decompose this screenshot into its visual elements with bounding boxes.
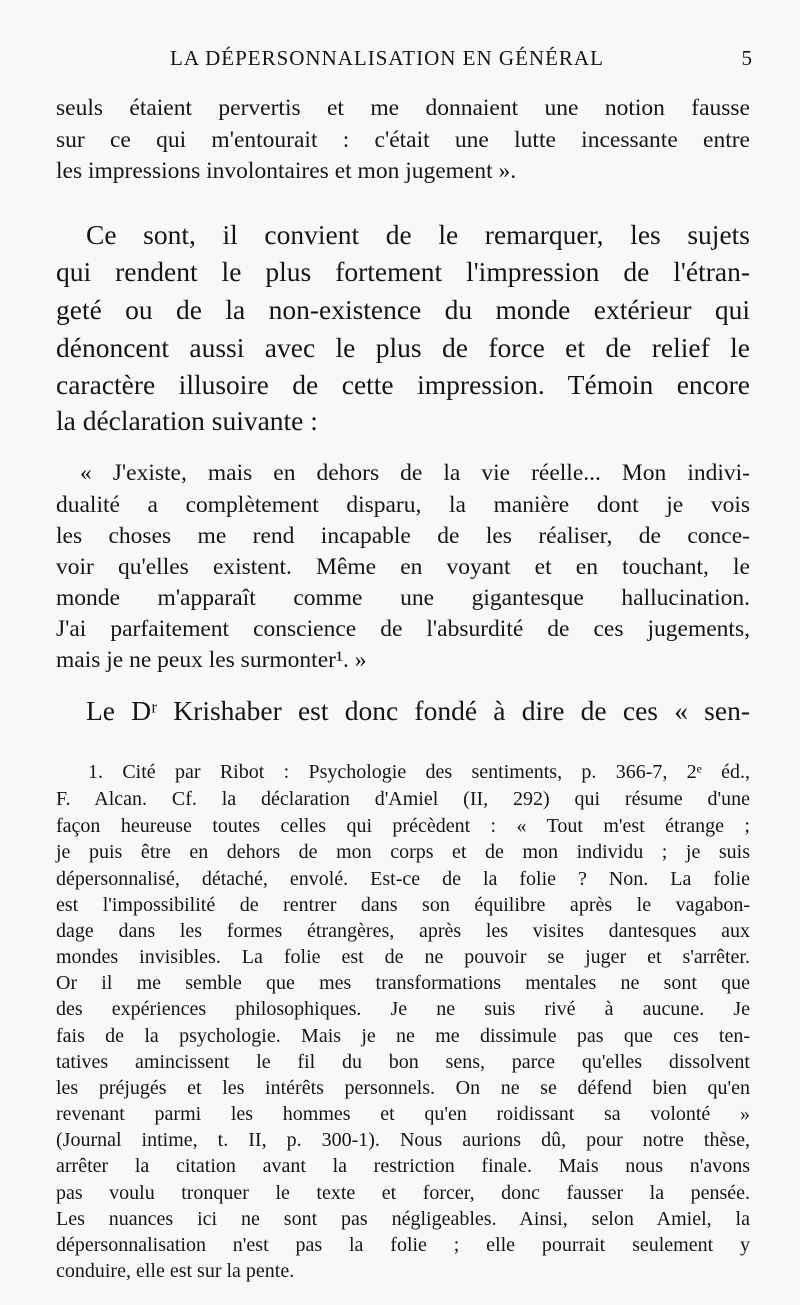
footnote-line: dage dans les formes étrangères, après les visites dantesques aux (56, 920, 750, 942)
text-line: dénoncent aussi avec le plus de force et de relief le (56, 332, 750, 363)
text-line: Ce sont, il convient de le remarquer, les sujets (86, 219, 750, 250)
page-number: 5 (741, 46, 752, 70)
text-line: J'ai parfaitement conscience de l'absurdité de ces jugements, (56, 616, 750, 642)
footnote-line: Or il me semble que mes transformations mentales ne sont que (56, 972, 750, 994)
footnote-line: des expériences philosophiques. Je ne suis rivé à aucune. Je (56, 998, 750, 1020)
text-line: les choses me rend incapable de les réaliser, de conce- (56, 523, 750, 549)
footnote-line: fais de la psychologie. Mais je ne me dissimule pas que ces ten- (56, 1025, 750, 1047)
footnote-line: dépersonnalisé, détaché, envolé. Est-ce de la folie ? Non. La folie (56, 868, 750, 890)
text-line: Le Dʳ Krishaber est donc fondé à dire de ces « sen- (86, 695, 750, 726)
footnote-line: façon heureuse toutes celles qui précèdent : « Tout m'est étrange ; (56, 815, 750, 837)
footnote-line: tatives amincissent le fil du bon sens, parce qu'elles dissolvent (56, 1051, 750, 1073)
text-line: dualité a complètement disparu, la manière dont je vois (56, 492, 750, 518)
footnote-line: les préjugés et les intérêts personnels. On ne se défend bien qu'en (56, 1077, 750, 1099)
running-head (60, 46, 752, 76)
footnote-line: (Journal intime, t. II, p. 300-1). Nous aurions dû, pour notre thèse, (56, 1129, 750, 1151)
footnote-line: Les nuances ici ne sont pas négligeables. Ainsi, selon Amiel, la (56, 1208, 750, 1230)
text-line: seuls étaient pervertis et me donnaient une notion fausse (56, 95, 750, 121)
text-line: geté ou de la non-existence du monde extérieur qui (56, 294, 750, 325)
text-line: qui rendent le plus fortement l'impression de l'étran- (56, 256, 750, 287)
text-line: les impressions involontaires et mon jugement ». (56, 158, 517, 184)
footnote-line: arrêter la citation avant la restriction finale. Mais nous n'avons (56, 1155, 750, 1177)
footnote-line: conduire, elle est sur la pente. (56, 1260, 295, 1282)
text-line: mais je ne peux les surmonter¹. » (56, 647, 367, 673)
text-line: caractère illusoire de cette impression. Témoin encore (56, 369, 750, 400)
text-line: monde m'apparaît comme une gigantesque hallucination. (56, 585, 750, 611)
running-title: LA DÉPERSONNALISATION EN GÉNÉRAL (170, 46, 604, 70)
footnote-line: je puis être en dehors de mon corps et de mon individu ; je suis (56, 841, 750, 863)
footnote-line: revenant parmi les hommes et qu'en roidissant sa volonté » (56, 1103, 750, 1125)
footnote-line: pas voulu tronquer le texte et forcer, donc fausser la pensée. (56, 1182, 750, 1204)
text-line: voir qu'elles existent. Même en voyant et en touchant, le (56, 554, 750, 580)
text-line: « J'existe, mais en dehors de la vie réelle... Mon indivi- (80, 460, 750, 486)
footnote-line: est l'impossibilité de rentrer dans son équilibre après le vagabon- (56, 894, 750, 916)
text-line: la déclaration suivante : (56, 405, 318, 436)
footnote-line: dépersonnalisation n'est pas la folie ; elle pourrait seulement y (56, 1234, 750, 1256)
footnote-line: F. Alcan. Cf. la déclaration d'Amiel (II, 292) qui résume d'une (56, 788, 750, 810)
footnote-line: mondes invisibles. La folie est de ne pouvoir se juger et s'arrêter. (56, 946, 750, 968)
footnote-line: 1. Cité par Ribot : Psychologie des sentiments, p. 366-7, 2ᵉ éd., (88, 761, 750, 783)
text-line: sur ce qui m'entourait : c'était une lutte incessante entre (56, 127, 750, 153)
